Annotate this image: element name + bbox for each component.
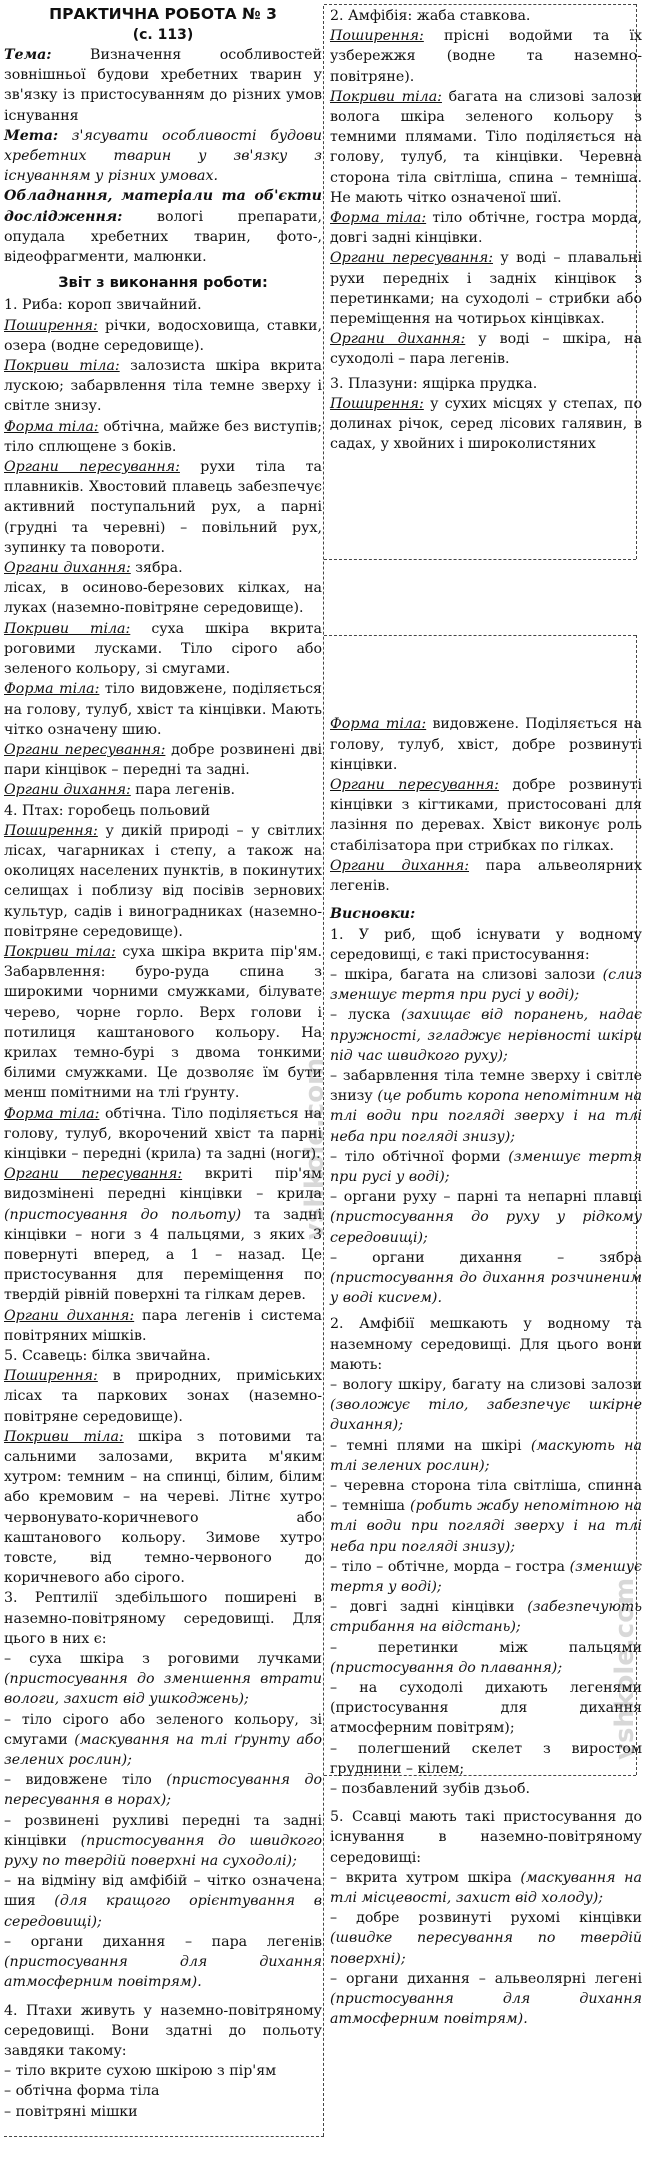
conclusion-2-item: – на суходолі дихають легенями (пристосування для дихання атмосферним повітрям); (330, 1680, 642, 1737)
conclusion-2-item: – черевна сторона тіла світліша, спинна – темніша (робить жабу непомітною на тлі води при погляді зверху і на тлі неба при погляді знизу); (330, 1477, 642, 1555)
conclusion-4-item: – обтічна форма тіла (4, 2083, 160, 2100)
conclusion-1-item: – шкіра, багата на слизові залози (слиз зменшує тертя при русі у воді); (330, 966, 642, 1004)
fish-title: 1. Риба: короп звичайний. (4, 297, 202, 314)
conclusion-1-item: – луска (захищає від поранень, надає пружності, згладжує нерівності шкіри під час швидкого руху); (330, 1007, 642, 1064)
conclusion-3-item: – тіло сірого або зеленого кольору, зі смугами (маскування на тлі ґрунту або зелених рослин); (4, 1711, 322, 1769)
conclusion-2-item: – перетинки між пальцями (пристосування до плавання); (330, 1639, 642, 1676)
goal-paragraph: Мета: з'ясувати особливості будови хребетних тварин у зв'язку з існуванням у різних умовах. (4, 127, 322, 185)
conclusion-3-item: – видовжене тіло (пристосування до пересування в норах); (4, 1772, 322, 1809)
conclusion-3-title: 3. Рептилії здебільшого поширені в наземно-повітряному середовищі. Для цього в них є: (4, 1590, 322, 1647)
conclusion-5-title: 5. Ссавці мають такі пристосування до існування в наземно-повітряному середовищі: (330, 1809, 642, 1866)
fish-form: Форма тіла: обтічна, майже без виступів; тіло сплющене з боків. (4, 418, 322, 455)
box-border (4, 2136, 324, 2137)
lizard-cover: Покриви тіла: суха шкіра вкрита роговими лусками. Тіло сірого або зеленого кольору, зі смугами. (4, 620, 322, 678)
page-title: ПРАКТИЧНА РОБОТА № 3 (49, 5, 277, 23)
conclusion-4-item: – тіло вкрите сухою шкірою з пір'ям (4, 2063, 277, 2080)
page-reference: (с. 113) (132, 27, 194, 43)
conclusion-1-item: – органи дихання – зябра (пристосування до дихання розчиненим у воді кисνем). (330, 1249, 642, 1307)
bird-spread: Поширення: у дикій природі – у світлих лісах, чагарниках і степу, а також на околицях населених пунктів, в покинутих селищах і поблизу від посівів зернових культур, садів і виноградниках (наземно-повітряне середовище). (4, 822, 322, 940)
conclusion-5-item: – добре розвинуті рухомі кінцівки (швидке пересування по твердій поверхні); (330, 1910, 642, 1967)
conclusion-1-item: – органи руху – парні та непарні плавці (пристосування до руху у рідкому середовищі); (330, 1189, 642, 1246)
conclusion-4-item: – повітряні мішки (4, 2103, 138, 2120)
right-column (330, 0, 642, 2029)
fish-move: Органи пересування: рухи тіла та плавників. Хвостовий плавець забезпечує активний поступальний рух, а парні (грудні та черевні) – повільний рух, зупинку та повороти. (4, 459, 322, 556)
conclusion-4-title: 4. Птахи живуть у наземно-повітряному середовищі. Вони здатні до польоту завдяки такому: (4, 2002, 322, 2059)
watermark: vshkole.com (610, 1577, 640, 1760)
conclusion-1-item: – забарвлення тіла темне зверху і світле знизу (це робить коропа непомітним на тлі води при погляді зверху і на тлі неба при погляді знизу); (330, 1067, 642, 1145)
lizard-form: Форма тіла: тіло видовжене, поділяється на голову, тулуб, хвіст та кінцівки. Мають чітко означену шию. (4, 681, 322, 738)
conclusion-2-item: – довгі задні кінцівки (забезпечують стрибання на відстань); (330, 1599, 642, 1636)
lizard-spread-continued: лісах, в осиново-березових кілках, на луках (наземно-повітряне середовище). (4, 580, 322, 617)
conclusion-2-title: 2. Амфібії мешкають у водному та наземному середовищі. Для цього вони мають: (330, 1316, 642, 1373)
conclusion-3-item: – розвинені рухливі передні та задні кінцівки (пристосування до швидкого руху по твердій поверхні на суходолі); (4, 1812, 322, 1870)
fish-cover: Покриви тіла: залозиста шкіра вкрита лускою; забарвлення тіла темне зверху і світле знизу. (4, 358, 322, 415)
conclusion-5-item: – вкрита хутром шкіра (маскування на тлі місцевості, захист від холоду); (330, 1869, 642, 1907)
amphibian-move: Органи пересування: у воді – плавальні рухи передніх і задніх кінцівок з перетинками; на суходолі – стрибки або переміщення на чотирьох кінцівках. (330, 250, 643, 328)
reptile-spread: Поширення: у сухих місцях у степах, по долинах річок, серед лісових галявин, в садах, у хвойних і широколистяних (330, 395, 642, 453)
bird-title: 4. Птах: горобець польовий (4, 802, 211, 819)
mammal-spread: Поширення: в природних, приміських лісах та паркових зонах (наземно-повітряне середовище). (4, 1368, 322, 1425)
reptile-title: 3. Плазуни: ящірка прудка. (330, 375, 538, 392)
conclusion-2-item: – полегшений скелет з виростом груднини – кілем; (330, 1740, 642, 1777)
left-column (4, 0, 322, 2122)
amphibian-form: Форма тіла: тіло обтічне, гостра морда, довгі задні кінцівки. (330, 210, 642, 247)
bird-cover: Покриви тіла: суха шкіра вкрита пір'ям. Забарвлення: буро-руда спина з широкими чорними смужками, білувате черево, чорне горло. Верх голови і потилиця каштанового кольору. На крилах темно-бурі з двома тонкими білими смужками. Це дозволяє їм бути менш помітними на тлі ґрунту. (4, 943, 322, 1102)
amphibian-title: 2. Амфібія: жаба ставкова. (330, 8, 531, 24)
squirrel-breath: Органи дихання: пара альвеолярних легенів. (330, 857, 642, 895)
bird-move: Органи пересування: вкриті пір'ям видозмінені передні кінцівки – крила (пристосування до польоту) та задні кінцівки – ноги з 4 пальцями, з яких 3 повернуті вперед, а 1 – назад. Це пристосування для переміщення по твердій рівній поверхні та гілкам дерев. (4, 1166, 322, 1304)
conclusion-2-item: – позбавлений зубів дзьоб. (330, 1781, 531, 1798)
blank-space (330, 454, 642, 714)
bird-form: Форма тіла: обтічна. Тіло поділяється на голову, тулуб, вкорочений хвіст та парні кінцівки – передні (крила) та задні (ноги). (4, 1105, 322, 1162)
conclusion-2-item: – вологу шкіру, багату на слизові залози (зволожує тіло, забезпечує шкірне дихання); (330, 1376, 642, 1434)
squirrel-form: Форма тіла: видовжене. Поділяється на голову, тулуб, хвіст, добре розвинуті кінцівки. (330, 716, 642, 773)
conclusion-3-item: – органи дихання – пара легенів (пристосування для дихання атмосферним повітрям). (4, 1933, 322, 1991)
fish-spread: Поширення: річки, водосховища, ставки, озера (водне середовище). (4, 317, 322, 354)
mammal-cover: Покриви тіла: шкіра з потовими та сальними залозами, вкрита м'яким хутром: темним – на спинці, білим, білим або кремовим – на череві. Літнє хутро червонувато-коричневого або каштанового кольору. Зимове хутро товсте, від темно-червоного до коричневого або сірого. (4, 1428, 322, 1587)
watermark: vshkole.com (300, 1057, 330, 1240)
conclusion-1-title: 1. У риб, щоб існувати у водному середовищі, є такі пристосування: (330, 926, 642, 963)
amphibian-spread: Поширення: прісні водойми та їх узбережжя (водне та наземно-повітряне). (330, 28, 642, 85)
equipment-paragraph: Обладнання, матеріали та об'єкти дослідження: вологі препарати, опудала хребетних тварин, фото-, відеофрагменти, малюнки. (4, 188, 322, 266)
amphibian-breath: Органи дихання: у воді – шкіра, на суходолі – пара легенів. (330, 331, 642, 368)
conclusion-2-item: – тіло – обтічне, морда – гостра (зменшує тертя у воді); (330, 1558, 642, 1595)
squirrel-move: Органи пересування: добре розвинуті кінцівки з кігтиками, пристосовані для лазіння по деревах. Хвіст виконує роль стабілізатора при стрибках по гілках. (330, 777, 642, 854)
conclusions-heading: Висновки: (330, 906, 416, 923)
bird-breath: Органи дихання: пара легенів і система повітряних мішків. (4, 1307, 322, 1344)
topic-paragraph: Тема: Визначення особливостей зовнішньої будови хребетних тварин у зв'язку із пристосуванням до різних умов існування (4, 47, 322, 124)
conclusion-2-item: – темні плями на шкірі (маскують на тлі зелених рослин); (330, 1437, 642, 1474)
mammal-title: 5. Ссавець: білка звичайна. (4, 1348, 211, 1364)
conclusion-1-item: – тіло обтічної форми (зменшує тертя при русі у воді); (330, 1148, 642, 1185)
fish-breath: Органи дихання: зябра. (4, 560, 183, 577)
conclusion-3-item: – суха шкіра з роговими лучками (пристосування до зменшення втрати вологи, захист від ушкоджень); (4, 1651, 322, 1708)
conclusion-3-item: – на відміну від амфібій – чітко означена шия (для кращого орієнтування в середовищі); (4, 1873, 322, 1930)
lizard-breath: Органи дихання: пара легенів. (4, 782, 236, 799)
amphibian-cover: Покриви тіла: багата на слизові залози волога шкіра зеленого кольору з темними плямами. Тіло поділяється на голову, тулуб, та кінцівки. Черевна сторона тіла світліша, спина – темніша. Не мають чітко означеної шиї. (330, 88, 642, 206)
conclusion-5-item: – органи дихання – альвеолярні легені (пристосування для дихання атмосферним повітрям). (330, 1970, 642, 2028)
lizard-move: Органи пересування: добре розвинені дві пари кінцівок – передні та задні. (4, 741, 322, 779)
report-heading: Звіт з виконання роботи: (58, 275, 268, 292)
